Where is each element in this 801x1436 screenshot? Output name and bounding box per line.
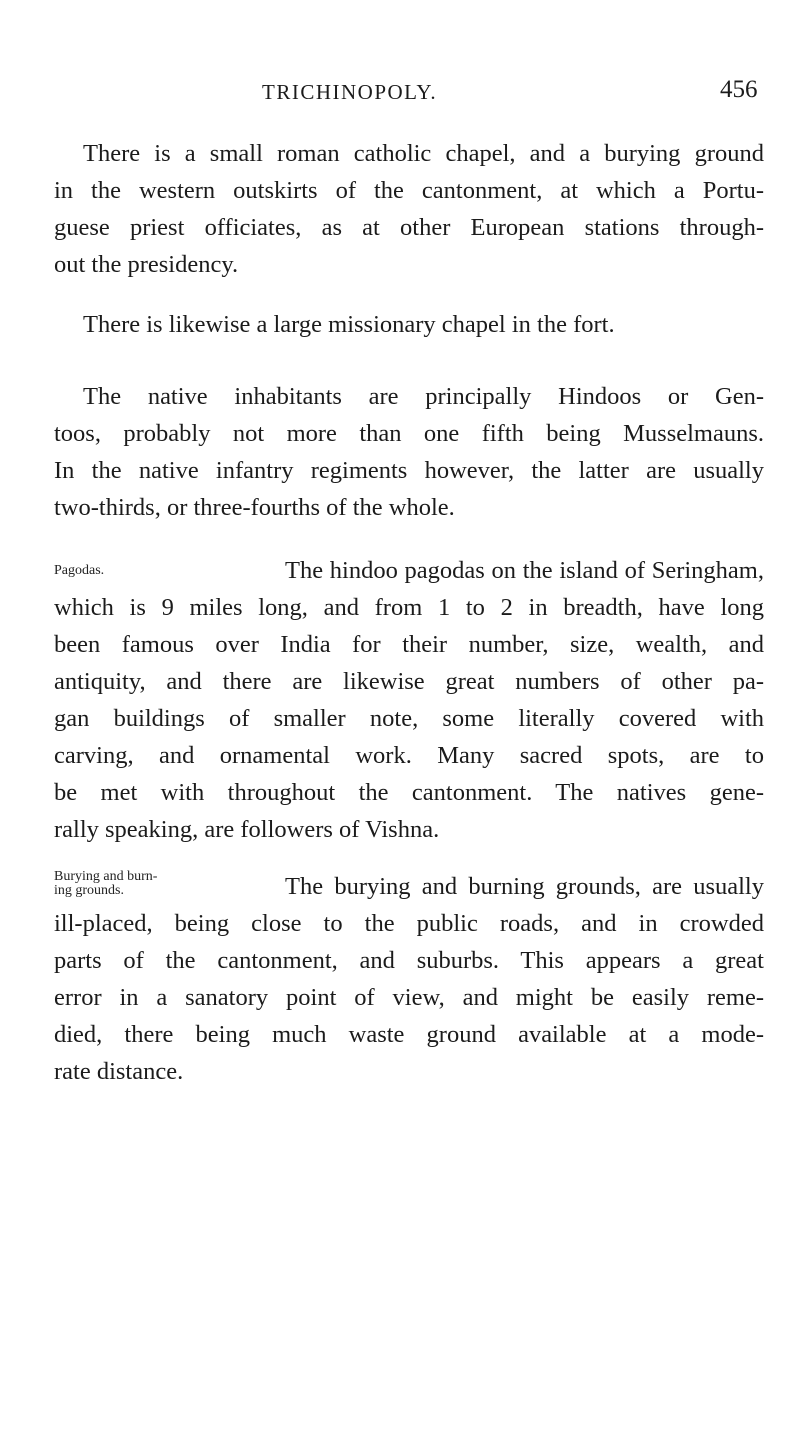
margin-note-line: Burying and burn-: [54, 869, 158, 884]
margin-note-line: ing grounds.: [54, 883, 124, 898]
text-line: The burying and burning grounds, are usually: [285, 873, 764, 900]
text-line: The native inhabitants are principally Hindoos or Gen-: [83, 383, 764, 410]
paragraph-pagodas: [54, 552, 764, 848]
text-line: out the presidency.: [54, 251, 239, 278]
text-line: parts of the cantonment, and suburbs. This appears a great: [54, 947, 764, 974]
text-line: toos, probably not more than one fifth being Musselmauns.: [54, 420, 764, 447]
text-line: been famous over India for their number, size, wealth, and: [54, 631, 764, 658]
text-line: error in a sanatory point of view, and might be easily reme-: [54, 984, 764, 1011]
text-line: There is likewise a large missionary chapel in the fort.: [83, 311, 615, 338]
text-line: guese priest officiates, as at other European stations through-: [54, 214, 764, 241]
page-header: [0, 72, 801, 112]
text-line: antiquity, and there are likewise great numbers of other pa-: [54, 668, 764, 695]
text-line: be met with throughout the cantonment. The natives gene-: [54, 779, 764, 806]
text-line: which is 9 miles long, and from 1 to 2 in breadth, have long: [54, 594, 764, 621]
text-line: in the western outskirts of the cantonment, at which a Portu-: [54, 177, 764, 204]
text-line: carving, and ornamental work. Many sacred spots, are to: [54, 742, 764, 769]
text-line: rate distance.: [54, 1058, 184, 1085]
paragraph-burying-grounds: [54, 868, 764, 1090]
margin-note-pagodas: Pagodas.: [54, 563, 105, 578]
text-line: two-thirds, or three-fourths of the whole.: [54, 494, 455, 521]
text-line: In the native infantry regiments however, the latter are usually: [54, 457, 764, 484]
text-line: ill-placed, being close to the public roads, and in crowded: [54, 910, 764, 937]
text-line: died, there being much waste ground available at a mode-: [54, 1021, 764, 1048]
paragraph-missionary-chapel: [54, 306, 764, 343]
paragraph-chapel: [54, 135, 764, 283]
text-line: rally speaking, are followers of Vishna.: [54, 816, 440, 843]
page-number: 456: [720, 76, 758, 103]
text-line: gan buildings of smaller note, some literally covered with: [54, 705, 764, 732]
paragraph-native-inhabitants: [54, 378, 764, 526]
text-line: The hindoo pagodas on the island of Seringham,: [285, 557, 764, 584]
text-line: There is a small roman catholic chapel, and a burying ground: [83, 140, 764, 167]
running-title: TRICHINOPOLY.: [262, 80, 438, 104]
